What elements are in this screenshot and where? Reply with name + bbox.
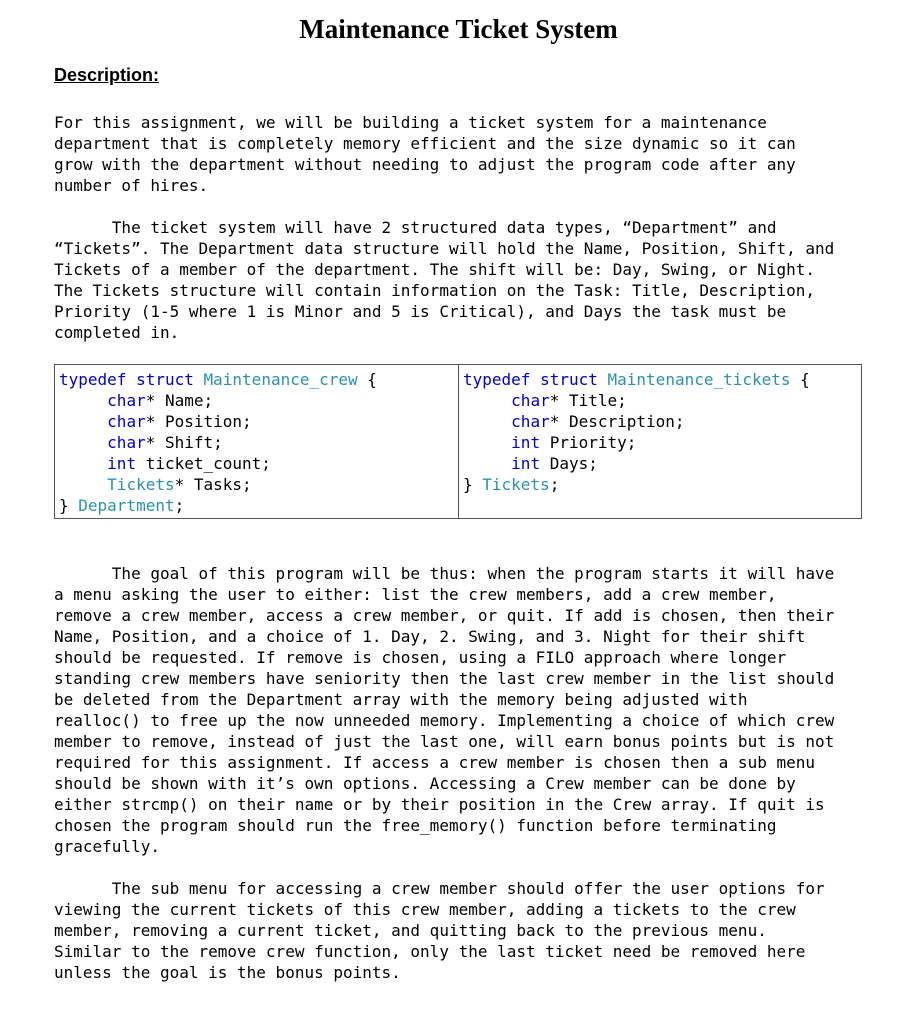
code-text: { xyxy=(790,370,810,389)
field-type: char xyxy=(107,391,146,410)
type-alias: Department xyxy=(78,496,175,515)
field-rest: * Shift; xyxy=(145,433,223,452)
code-text: } xyxy=(463,475,483,494)
paragraph-intro: For this assignment, we will be building a ticket system for a maintenance department that is completely memory efficient and the size dynamic so it can grow with the department without needing to adjust the program code after any number of hires. xyxy=(54,113,796,195)
field-rest: Priority; xyxy=(540,433,637,452)
field-type: char xyxy=(107,433,146,452)
code-text: } xyxy=(59,496,79,515)
code-text: { xyxy=(357,370,377,389)
field-rest: * Tasks; xyxy=(174,475,252,494)
field-type: char xyxy=(107,412,146,431)
field-rest: * Position; xyxy=(145,412,252,431)
field-type: int xyxy=(511,454,541,473)
field-rest: Days; xyxy=(540,454,598,473)
struct-code-table xyxy=(54,364,862,519)
keyword: typedef xyxy=(463,370,531,389)
code-block-department xyxy=(55,365,458,518)
struct-name: Maintenance_tickets xyxy=(607,370,791,389)
keyword: struct xyxy=(136,370,194,389)
code-text: ; xyxy=(174,496,185,515)
field-type: Tickets xyxy=(107,475,175,494)
field-type: int xyxy=(511,433,541,452)
field-type: char xyxy=(511,412,550,431)
field-rest: ticket_count; xyxy=(136,454,271,473)
type-alias: Tickets xyxy=(482,475,550,494)
code-block-tickets xyxy=(458,365,861,518)
field-rest: * Name; xyxy=(145,391,214,410)
page-title: Maintenance Ticket System xyxy=(299,14,618,44)
paragraph-sub-menu: The sub menu for accessing a crew member should offer the user options for viewing the current tickets of this crew member, adding a tickets to the crew member, removing a current ticket, and quitting back to the previous menu. Similar to the remove crew function, only the last ticket need be removed here unless the goal is the bonus points. xyxy=(54,879,825,982)
paragraph-data-types: The ticket system will have 2 structured data types, “Department” and “Tickets”. The Department data structure will hold the Name, Position, Shift, and Tickets of a member of the department. The shift will be: Day, Swing, or Night. The Tickets structure will contain information on the Task: Title, Description, Priority (1-5 where 1 is Minor and 5 is Critical), and Days the task must be completed in. xyxy=(54,218,835,342)
section-heading: Description: xyxy=(54,65,160,85)
field-rest: * Description; xyxy=(549,412,685,431)
keyword: struct xyxy=(540,370,598,389)
field-type: char xyxy=(511,391,550,410)
field-type: int xyxy=(107,454,137,473)
struct-name: Maintenance_crew xyxy=(203,370,358,389)
field-rest: * Title; xyxy=(549,391,627,410)
keyword: typedef xyxy=(59,370,127,389)
code-text: ; xyxy=(549,475,560,494)
paragraph-program-goal: The goal of this program will be thus: when the program starts it will have a menu asking the user to either: list the crew members, add a crew member, remove a crew member, access a crew member, or quit. If add is chosen, then their Name, Position, and a choice of 1. Day, 2. Swing, and 3. Night for their shift should be requested. If remove is chosen, using a FILO approach where longer standing crew members have seniority then the last crew member in the list should be deleted from the Department array with the memory being adjusted with realloc() to free up the now unneeded memory. Implementing a choice of which crew member to remove, instead of just the last one, will earn bonus points but is not required for this assignment. If access a crew member is chosen then a sub menu should be shown with it’s own options. Accessing a Crew member can be done by either strcmp() on their name or by their position in the Crew array. If quit is chosen the program should run the free_memory() function before terminating gracefully. xyxy=(54,564,835,856)
